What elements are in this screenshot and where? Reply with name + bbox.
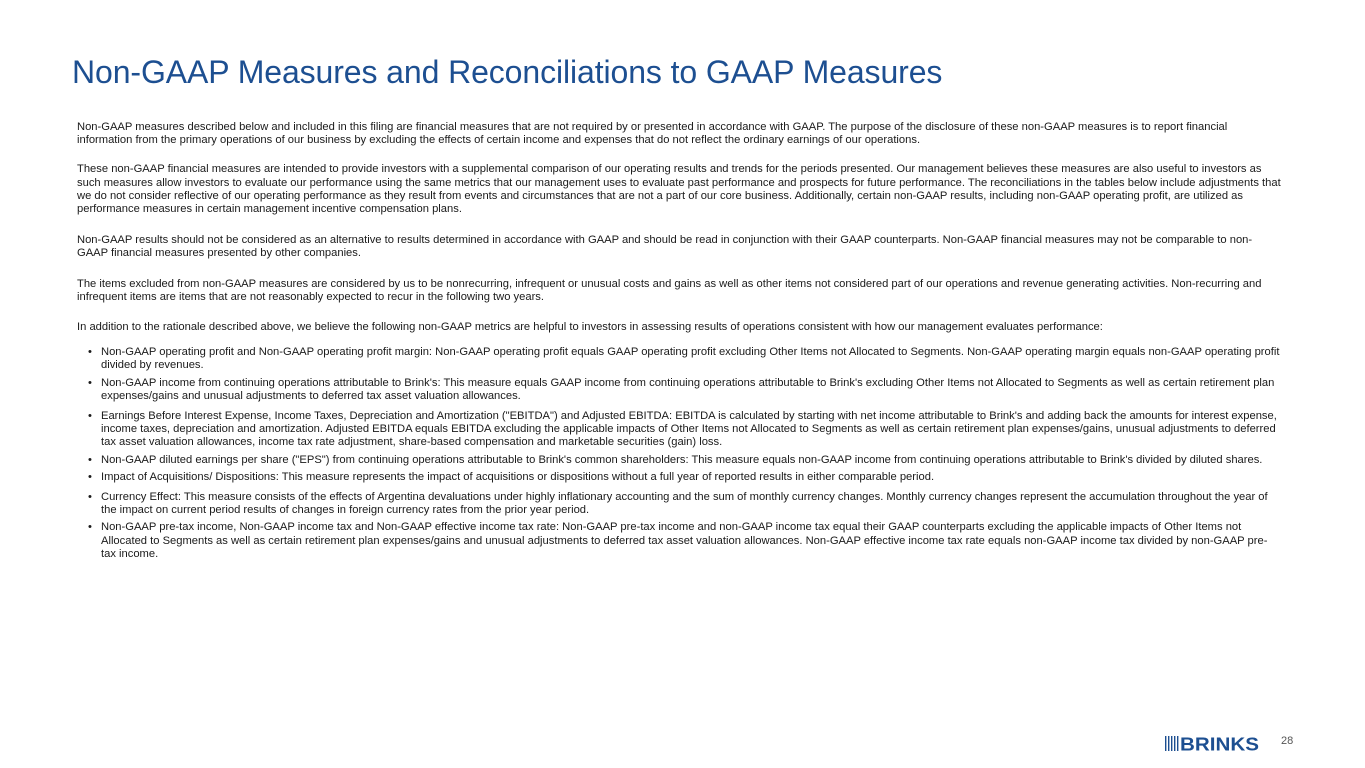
- bullet-icon: •: [88, 491, 92, 504]
- list-item-text: Impact of Acquisitions/ Dispositions: This measure represents the impact of acquisitions or dispositions without a full year of reported results in either comparable period.: [101, 470, 935, 483]
- list-item: [77, 521, 1282, 561]
- paragraph-rationale: In addition to the rationale described above, we believe the following non-GAAP metrics are helpful to investors in assessing results of operations consistent with how our management evaluates performance:: [77, 321, 1103, 334]
- list-item: [77, 491, 1282, 517]
- list-item-text: Non-GAAP operating profit and Non-GAAP operating profit margin: Non-GAAP operating profit equals GAAP operating profit excluding Other Items not Allocated to Segments. Non-GAAP operating margin equals non-GAAP operating profit divided by revenues.: [101, 346, 1280, 372]
- list-item-text: Non-GAAP income from continuing operations attributable to Brink's: This measure equals GAAP income from continuing operations attributable to Brink's excluding Other Items not Allocated to Segments as well as certain retirement plan expenses/gains and unusual adjustments to deferred tax asset valuation allowances.: [101, 376, 1275, 402]
- bullet-icon: •: [88, 410, 92, 423]
- paragraph-alternative: Non-GAAP results should not be considered as an alternative to results determined in accordance with GAAP and should be read in conjunction with their GAAP counterparts. Non-GAAP financial measures may not be comparable to non-GAAP financial measures presented by other companies.: [77, 234, 1253, 260]
- metrics-list: [77, 346, 1282, 561]
- bullet-icon: •: [88, 453, 92, 466]
- list-item: [77, 377, 1282, 403]
- list-item-text: Earnings Before Interest Expense, Income Taxes, Depreciation and Amortization ("EBITDA") and Adjusted EBITDA: EBITDA is calculated by starting with net income attributable to Brink's and adding back the amounts for interest expense, income taxes, depreciation and amortization. Adjusted EBITDA equals EBITDA excluding the applicable impacts of Other Items not Allocated to Segments as well as certain retirement plan expenses/gains, unusual adjustments to deferred tax asset valuation allowances, income tax rate adjustment, share-based compensation and marketable securities (gain) loss.: [101, 410, 1277, 449]
- list-item-text: Non-GAAP diluted earnings per share ("EPS") from continuing operations attributable to Brink's common shareholders: This measure equals non-GAAP income from continuing operations attributable to Brink's divided by diluted shares.: [101, 453, 1263, 466]
- brinks-logo-icon: [1165, 735, 1261, 752]
- bullet-icon: •: [88, 346, 92, 359]
- brinks-logo: [1165, 735, 1261, 757]
- body-content: [77, 121, 1282, 565]
- list-item-text: Non-GAAP pre-tax income, Non-GAAP income tax and Non-GAAP effective income tax rate: Non-GAAP pre-tax income and non-GAAP income tax equal their GAAP counterparts excluding the applicable impacts of Other Items not Allocated to Segments as well as certain retirement plan expenses/gains and unusual adjustments to deferred tax asset valuation allowances. Non-GAAP effective income tax rate equals non-GAAP income tax divided by non-GAAP pre-tax income.: [101, 521, 1268, 560]
- page-title: Non-GAAP Measures and Reconciliations to GAAP Measures: [72, 54, 943, 90]
- paragraph-supplemental: These non-GAAP financial measures are intended to provide investors with a supplemental comparison of our operating results and trends for the periods presented. Our management believes these measures are also useful to investors as such measures allow investors to evaluate our performance using the same metrics that our management uses to evaluate past performance and prospects for future performance. The reconciliations in the tables below include adjustments that we do not consider reflective of our operating performance as they result from events and circumstances that are not a part of our core business. Additionally, certain non-GAAP results, including non-GAAP operating profit, are utilized as performance measures in certain management incentive compensation plans.: [77, 163, 1281, 216]
- list-item: [77, 454, 1282, 467]
- paragraph-excluded-items: The items excluded from non-GAAP measures are considered by us to be nonrecurring, infrequent or unusual costs and gains as well as other items not considered part of our operations and revenue generating activities. Non-recurring and infrequent items are items that are not reasonably expected to recur in the following two years.: [77, 277, 1262, 303]
- bullet-icon: •: [88, 376, 92, 389]
- list-item: [77, 346, 1282, 372]
- bullet-icon: •: [88, 470, 92, 483]
- page-number: 28: [1281, 735, 1294, 747]
- list-item: [77, 471, 1282, 484]
- list-item-text: Currency Effect: This measure consists of the effects of Argentina devaluations under highly inflationary accounting and the sum of monthly currency changes. Monthly currency changes represent the accumulation throughout the year of the impact on current period results of changes in foreign currency rates from the prior year period.: [101, 491, 1268, 517]
- list-item: [77, 410, 1282, 450]
- logo-text: BRINKS: [1180, 735, 1259, 752]
- bullet-icon: •: [88, 521, 92, 534]
- paragraph-purpose: Non-GAAP measures described below and included in this filing are financial measures that are not required by or presented in accordance with GAAP. The purpose of the disclosure of these non-GAAP measures is to report financial information from the primary operations of our business by excluding the effects of certain income and expenses that do not reflect the ordinary earnings of our operations.: [77, 121, 1228, 147]
